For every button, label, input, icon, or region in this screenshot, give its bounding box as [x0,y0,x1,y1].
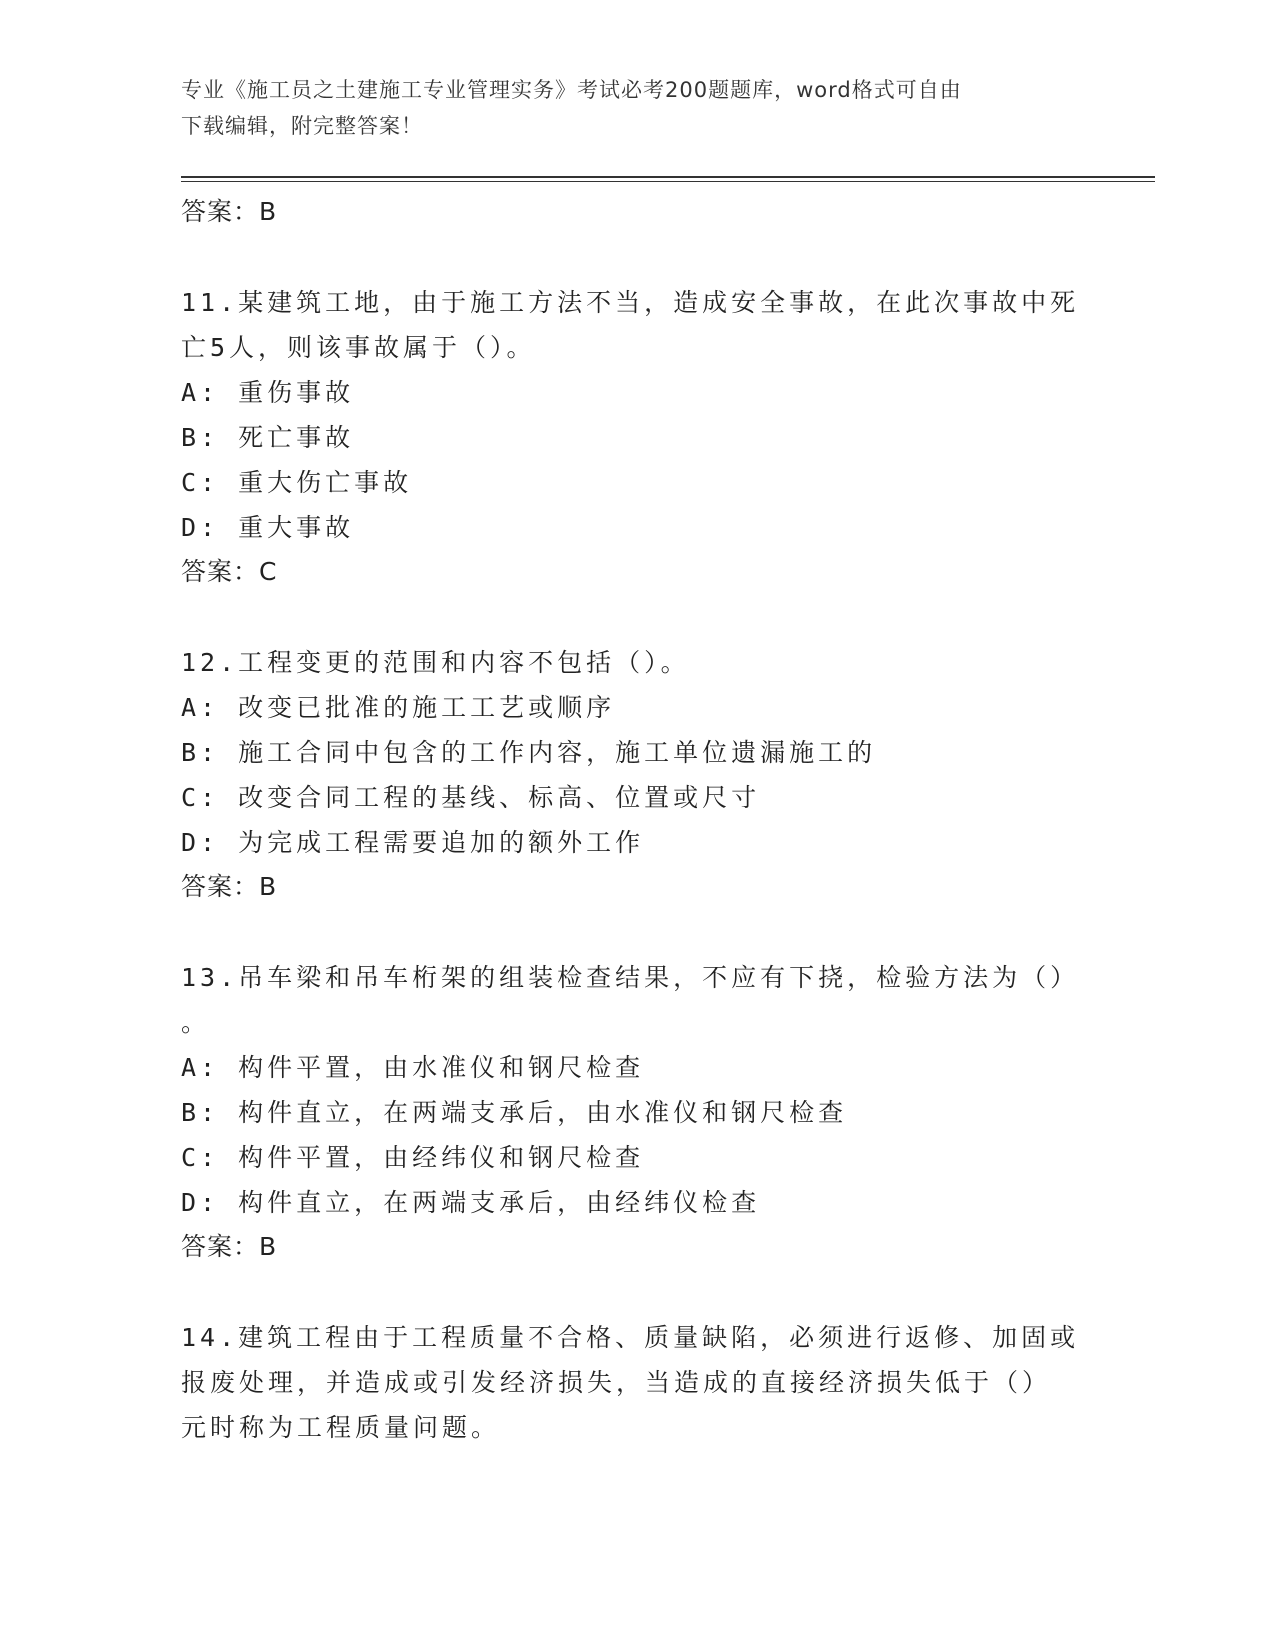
question-stem: 13.吊车梁和吊车桁架的组装检查结果，不应有下挠，检验方法为（） [181,963,1080,992]
document-header [181,72,1081,144]
option-c: C: 重大伤亡事故 [181,468,413,497]
option-b: B: 施工合同中包含的工作内容，施工单位遗漏施工的 [181,738,877,767]
header-divider-thick [181,176,1155,178]
question-stem: 元时称为工程质量问题。 [181,1413,501,1442]
option-c: C: 构件平置，由经纬仪和钢尺检查 [181,1143,645,1172]
question-13 [181,955,1081,1269]
header-line-2: 下载编辑，附完整答案！ [181,114,423,138]
question-stem: 14.建筑工程由于工程质量不合格、质量缺陷，必须进行返修、加固或 [181,1323,1080,1352]
option-d: D: 构件直立，在两端支承后，由经纬仪检查 [181,1188,761,1217]
option-a: A: 重伤事故 [181,378,355,407]
answer: 答案：B [181,872,278,901]
option-c: C: 改变合同工程的基线、标高、位置或尺寸 [181,783,761,812]
question-stem: 亡5人，则该事故属于（）。 [181,333,536,362]
question-stem: 11.某建筑工地，由于施工方法不当，造成安全事故，在此次事故中死 [181,288,1080,317]
question-stem: 。 [181,1008,211,1037]
question-stem: 报废处理，并造成或引发经济损失，当造成的直接经济损失低于（） [181,1368,1052,1397]
question-12 [181,640,1081,909]
question-stem: 12.工程变更的范围和内容不包括（）。 [181,648,690,677]
option-b: B: 构件直立，在两端支承后，由水准仪和钢尺检查 [181,1098,848,1127]
question-list [181,190,1081,1450]
option-a: A: 改变已批准的施工工艺或顺序 [181,693,616,722]
option-a: A: 构件平置，由水准仪和钢尺检查 [181,1053,645,1082]
question-14 [181,1315,1081,1450]
header-divider-thin [181,181,1155,182]
option-b: B: 死亡事故 [181,423,355,452]
answer: 答案：C [181,557,278,586]
option-d: D: 为完成工程需要追加的额外工作 [181,828,645,857]
header-line-1: 专业《施工员之土建施工专业管理实务》考试必考200题题库，word格式可自由 [181,78,962,102]
question-11 [181,280,1081,594]
option-d: D: 重大事故 [181,513,355,542]
previous-answer: 答案：B [181,197,278,226]
answer: 答案：B [181,1232,278,1261]
